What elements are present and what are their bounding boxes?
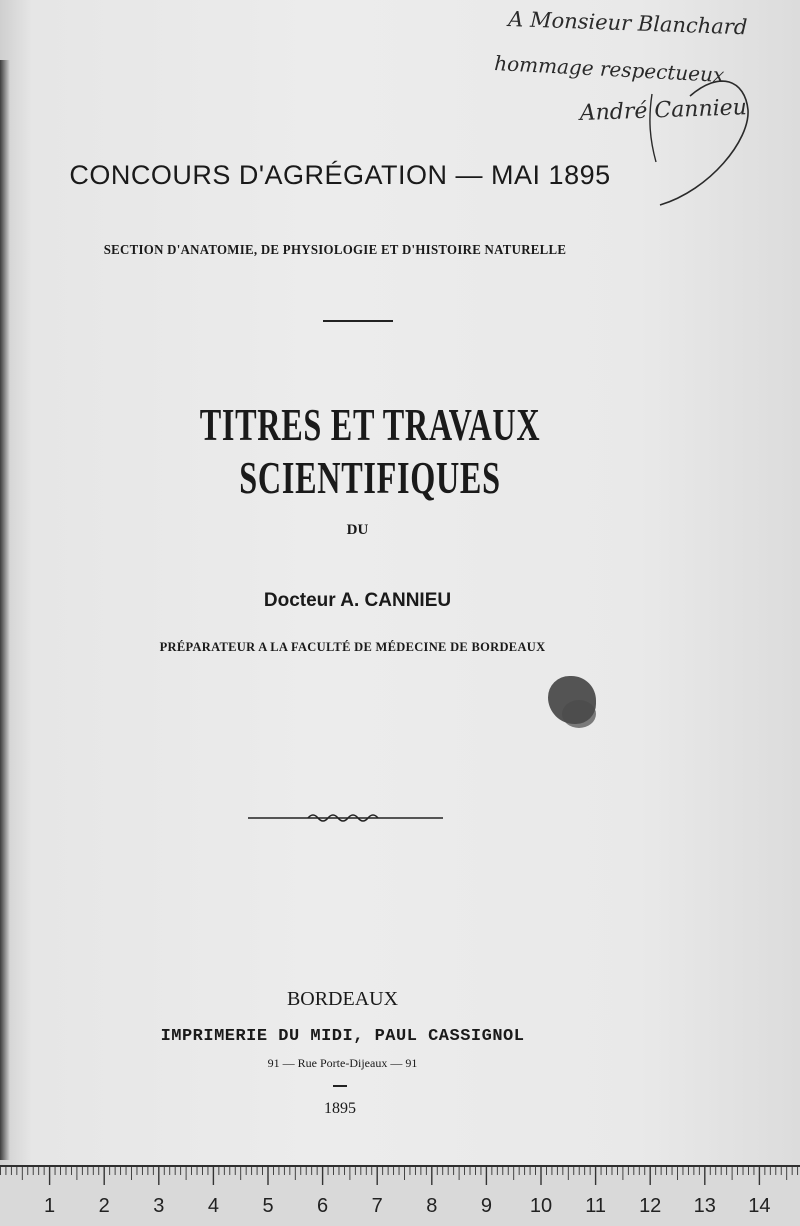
measuring-ruler bbox=[0, 1165, 800, 1226]
imprint-address: 91 — Rue Porte-Dijeaux — 91 bbox=[267, 1056, 418, 1070]
imprint-dash bbox=[333, 1085, 347, 1087]
ruler-number: 3 bbox=[153, 1195, 165, 1217]
competition-heading: CONCOURS D'AGRÉGATION — MAI 1895 bbox=[69, 160, 611, 190]
dedication-line-1: A Monsieur Blanchard bbox=[507, 7, 748, 40]
ruler-number: 2 bbox=[98, 1195, 110, 1217]
ruler-number: 11 bbox=[585, 1195, 606, 1217]
section-subheading: SECTION D'ANATOMIE, DE PHYSIOLOGIE ET D'HISTOIRE NATURELLE bbox=[103, 243, 567, 258]
imprint-city: BORDEAUX bbox=[286, 988, 399, 1010]
ruler-number: 5 bbox=[262, 1195, 274, 1217]
ruler-number: 14 bbox=[748, 1195, 771, 1217]
title-preposition: DU bbox=[346, 522, 369, 538]
ruler-number: 10 bbox=[529, 1195, 553, 1217]
author-name: Docteur A. CANNIEU bbox=[263, 590, 452, 611]
ruler-number: 9 bbox=[480, 1195, 492, 1217]
document-title: TITRES ET TRAVAUX SCIENTIFIQUES bbox=[199, 399, 541, 503]
ruler-number: 13 bbox=[693, 1195, 716, 1217]
ink-stain-2 bbox=[562, 700, 596, 728]
imprint-year: 1895 bbox=[324, 1100, 356, 1117]
separator-rule bbox=[323, 320, 393, 322]
ornamental-divider bbox=[248, 812, 443, 824]
ruler-scale bbox=[0, 1167, 800, 1226]
signature: André Cannieu bbox=[579, 95, 748, 126]
author-role: PRÉPARATEUR A LA FACULTÉ DE MÉDECINE DE BORDEAUX bbox=[159, 640, 546, 654]
ruler-number: 4 bbox=[207, 1195, 219, 1217]
ruler-number: 8 bbox=[426, 1195, 438, 1217]
ruler-number: 6 bbox=[317, 1195, 329, 1217]
dedication-line-2: hommage respectueux bbox=[493, 51, 725, 88]
ruler-number: 1 bbox=[44, 1195, 56, 1217]
ruler-number: 7 bbox=[371, 1195, 383, 1217]
ruler-number: 12 bbox=[639, 1195, 662, 1217]
imprint-printer: IMPRIMERIE DU MIDI, PAUL CASSIGNOL bbox=[160, 1027, 525, 1046]
